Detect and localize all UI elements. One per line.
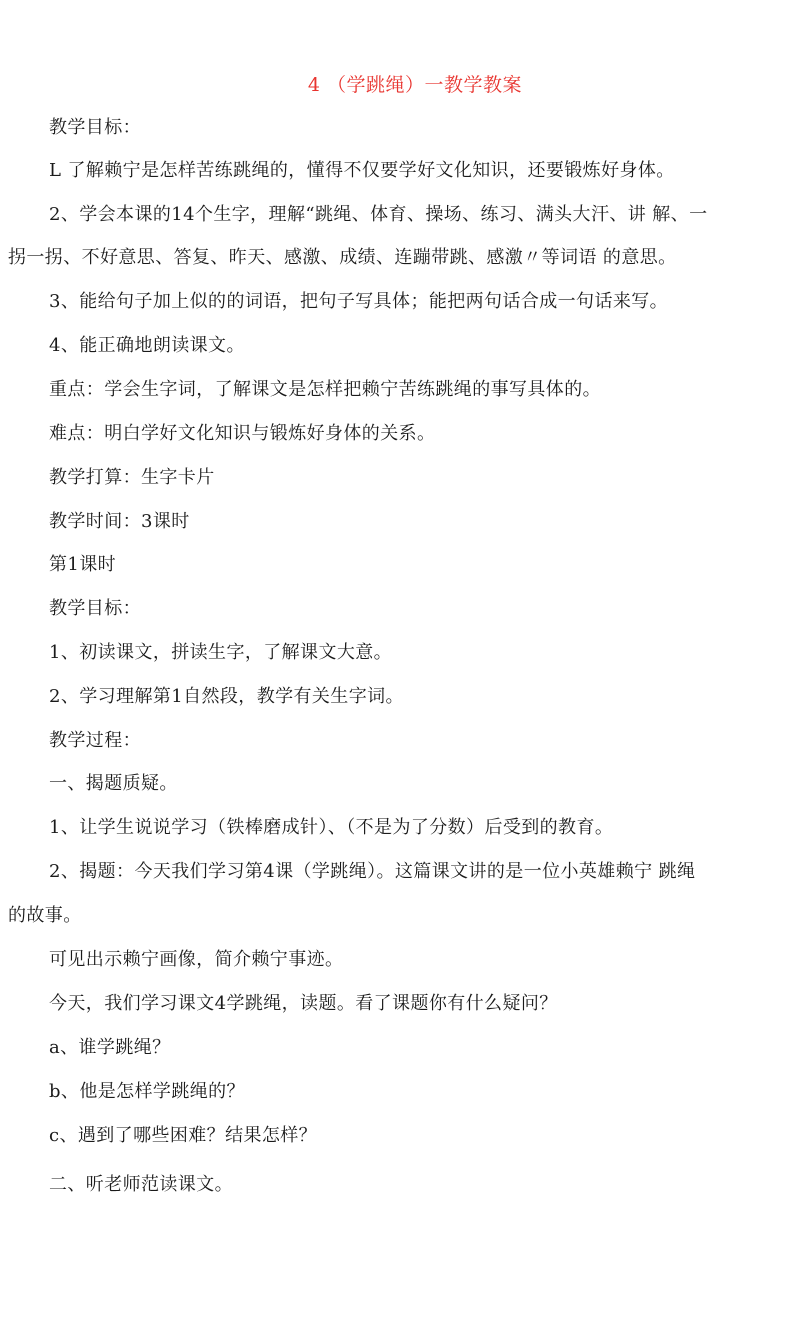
paragraph-line: 教学目标： [49,598,141,619]
paragraph-line: 第1课时 [49,554,117,575]
paragraph-line: 2、学习理解第1自然段，教学有关生字词。 [49,686,404,707]
paragraph-line: 教学时间：3课时 [49,511,190,532]
paragraph-line: 3、能给句子加上似的的词语，把句子写具体；能把两句话合成一句话来写。 [49,291,669,312]
paragraph-line: 一、揭题质疑。 [49,773,178,794]
paragraph-line: 二、听老师范读课文。 [49,1174,233,1195]
document-title: 4 （学跳绳）一教学教案 [307,74,523,96]
paragraph-line: 难点：明白学好文化知识与锻炼好身体的关系。 [49,423,436,444]
paragraph-line: 1、初读课文，拼读生字，了解课文大意。 [49,642,393,663]
paragraph-line: 教学打算：生字卡片 [49,467,215,488]
paragraph-line: 的故事。 [8,905,82,926]
paragraph-line: c、遇到了哪些困难？结果怎样？ [49,1125,318,1146]
paragraph-line: 1、让学生说说学习（铁棒磨成针）、（不是为了分数）后受到的教育。 [49,817,614,838]
paragraph-line: L 了解赖宁是怎样苦练跳绳的，懂得不仅要学好文化知识，还要锻炼好身体。 [49,160,675,181]
paragraph-line: a、谁学跳绳？ [49,1037,171,1058]
paragraph-line: 拐一拐、不好意思、答复、昨天、感激、成绩、连蹦带跳、感激〃等词语 的意思。 [8,247,677,268]
paragraph-line: 重点：学会生字词，了解课文是怎样把赖宁苦练跳绳的事写具体的。 [49,379,601,400]
paragraph-line: 2、学会本课的14个生字，理解“跳绳、体育、操场、练习、满头大汗、讲 解、一 [49,204,708,225]
paragraph-line: 教学目标： [49,117,141,138]
paragraph-line: 教学过程： [49,730,141,751]
paragraph-line: 4、能正确地朗读课文。 [49,335,245,356]
paragraph-line: 2、揭题：今天我们学习第4课（学跳绳）。这篇课文讲的是一位小英雄赖宁 跳绳 [49,861,696,882]
paragraph-line: 今天，我们学习课文4学跳绳，读题。看了课题你有什么疑问？ [49,993,558,1014]
paragraph-line: 可见出示赖宁画像，简介赖宁事迹。 [49,949,344,970]
paragraph-line: b、他是怎样学跳绳的？ [49,1081,245,1102]
